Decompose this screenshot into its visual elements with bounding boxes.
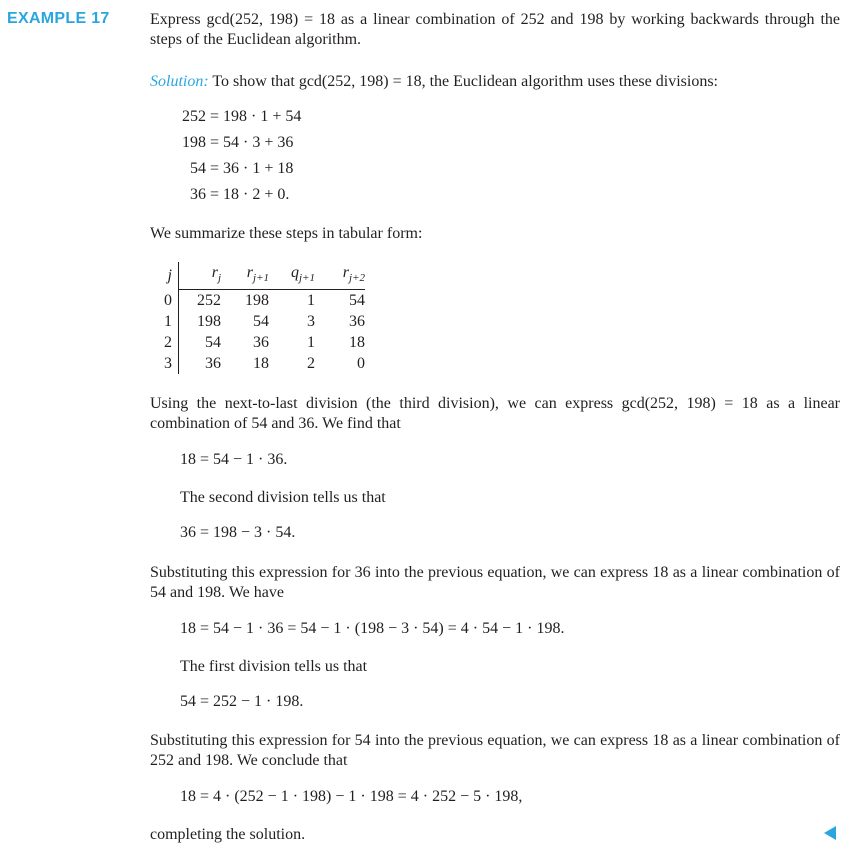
table-cell: 0 bbox=[150, 290, 179, 312]
solution-label: Solution: bbox=[150, 73, 209, 90]
header-rj-symbol: r bbox=[211, 264, 218, 281]
division-lhs: 198 bbox=[182, 134, 206, 151]
table-cell: 54 bbox=[253, 313, 269, 331]
header-rj1 bbox=[221, 262, 269, 290]
second-division-text: The second division tells us that bbox=[180, 489, 386, 506]
table-row bbox=[150, 332, 365, 353]
header-j: j bbox=[150, 262, 179, 290]
first-division-text: The first division tells us that bbox=[180, 658, 368, 675]
equation-4: 54 = 252 − 1 · 198. bbox=[180, 693, 304, 710]
table-row bbox=[150, 290, 365, 312]
header-qj1-subscript: j+1 bbox=[299, 272, 315, 285]
table-row bbox=[150, 311, 365, 332]
example-label: EXAMPLE 17 bbox=[7, 10, 110, 27]
table-cell: 18 bbox=[349, 334, 365, 352]
division-lhs: 252 bbox=[182, 108, 206, 125]
division-rhs: = 18 · 2 + 0. bbox=[210, 186, 290, 203]
division-equations bbox=[180, 104, 301, 208]
division-row bbox=[180, 130, 301, 156]
division-lhs: 36 bbox=[190, 186, 206, 203]
paragraph-substitute-36: Substituting this expression for 36 into the previous equation, we can express 18 as a linear combination of 54 and 198. We have bbox=[150, 564, 840, 601]
table-row bbox=[150, 353, 365, 374]
solution-intro-text: To show that gcd(252, 198) = 18, the Euclidean algorithm uses these divisions: bbox=[212, 73, 718, 90]
table-cell: 2 bbox=[307, 355, 315, 373]
table-cell: 1 bbox=[307, 292, 315, 310]
division-lhs: 54 bbox=[190, 160, 206, 177]
header-rj1-subscript: j+1 bbox=[253, 272, 269, 285]
division-rhs: = 54 · 3 + 36 bbox=[210, 134, 294, 151]
header-qj1 bbox=[269, 262, 315, 290]
equation-1: 18 = 54 − 1 · 36. bbox=[180, 451, 288, 468]
table-cell: 54 bbox=[349, 292, 365, 310]
end-of-example-triangle-icon bbox=[824, 826, 836, 840]
paragraph-substitute-54: Substituting this expression for 54 into the previous equation, we can express 18 as a linear combination of 252 and 198. We conclude that bbox=[150, 732, 840, 769]
table-cell: 198 bbox=[197, 313, 221, 331]
table-cell: 2 bbox=[150, 332, 179, 353]
header-rj2-symbol: r bbox=[342, 264, 350, 281]
division-row bbox=[180, 182, 301, 208]
division-rhs: = 36 · 1 + 18 bbox=[210, 160, 294, 177]
table-cell: 18 bbox=[253, 355, 269, 373]
problem-statement: Express gcd(252, 198) = 18 as a linear combination of 252 and 198 by working backwards through the steps of the Euclidean algorithm. bbox=[150, 11, 840, 48]
equation-2: 36 = 198 − 3 · 54. bbox=[180, 524, 296, 541]
solution-intro-paragraph bbox=[150, 72, 840, 92]
equation-5: 18 = 4 · (252 − 1 · 198) − 1 · 198 = 4 · 252 − 5 · 198, bbox=[180, 788, 523, 805]
division-rhs: = 198 · 1 + 54 bbox=[210, 108, 302, 125]
table-cell: 1 bbox=[150, 311, 179, 332]
equation-3: 18 = 54 − 1 · 36 = 54 − 1 · (198 − 3 · 54) = 4 · 54 − 1 · 198. bbox=[180, 620, 565, 637]
summary-intro: We summarize these steps in tabular form: bbox=[150, 225, 423, 242]
table-cell: 1 bbox=[307, 334, 315, 352]
header-rj1-symbol: r bbox=[246, 264, 254, 281]
header-rj2-subscript: j+2 bbox=[349, 272, 365, 285]
table-cell: 198 bbox=[245, 292, 269, 310]
table-cell: 0 bbox=[357, 355, 365, 373]
table-cell: 36 bbox=[349, 313, 365, 331]
paragraph-next-to-last: Using the next-to-last division (the third division), we can express gcd(252, 198) = 18 as a linear combination of 54 and 36. We find that bbox=[150, 395, 840, 432]
closing-text: completing the solution. bbox=[150, 826, 306, 843]
table-cell: 3 bbox=[150, 353, 179, 374]
table-cell: 36 bbox=[253, 334, 269, 352]
header-rj bbox=[179, 262, 222, 290]
header-rj2 bbox=[315, 262, 365, 290]
header-qj1-symbol: q bbox=[291, 264, 300, 281]
division-row bbox=[180, 104, 301, 130]
header-rj-subscript: j bbox=[217, 272, 221, 285]
table-cell: 3 bbox=[307, 313, 315, 331]
table-cell: 252 bbox=[197, 292, 221, 310]
division-row bbox=[180, 156, 301, 182]
table-cell: 36 bbox=[205, 355, 221, 373]
table-cell: 54 bbox=[205, 334, 221, 352]
euclid-steps-table bbox=[150, 262, 365, 374]
table-header-row bbox=[150, 262, 365, 290]
